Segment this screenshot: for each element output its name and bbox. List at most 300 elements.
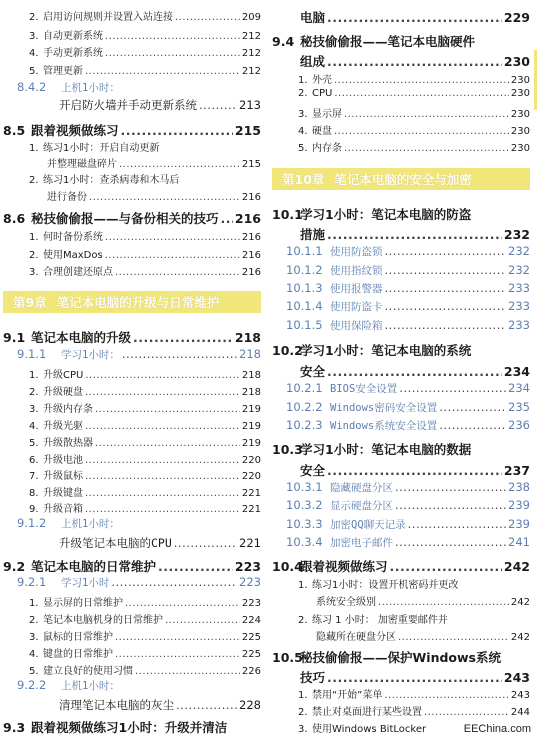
entry-number: 10.2.2 [286, 400, 323, 414]
toc-entry[interactable] [272, 381, 530, 397]
leader-dots [385, 299, 507, 313]
leader-dots [175, 12, 240, 23]
page-number: 233 [508, 318, 530, 332]
toc-entry[interactable] [3, 139, 261, 153]
entry-number: 9.4 [272, 34, 295, 49]
page-number: 232 [508, 244, 530, 258]
toc-entry[interactable] [3, 97, 261, 111]
entry-number: 1. [29, 232, 39, 243]
toc-entry[interactable] [3, 662, 261, 676]
entry-title: 建立良好的使用习惯 [43, 666, 133, 677]
entry-number: 4. [29, 421, 39, 432]
leader-dots [334, 88, 509, 99]
leader-dots [344, 143, 509, 154]
leader-dots [125, 598, 240, 609]
entry-title: 安全 [300, 364, 326, 379]
entry-number: 1. [29, 143, 39, 154]
toc-entry[interactable] [272, 628, 530, 642]
entry-title: Windows密码安全设置 [330, 402, 438, 414]
entry-number: 3. [298, 724, 308, 735]
leader-dots [85, 455, 240, 466]
entry-title: BIOS安全设置 [330, 383, 398, 395]
entry-title: 跟着视频做练习1小时：升级并清洁 [31, 720, 228, 735]
page-number: 218 [234, 330, 261, 345]
leader-dots [395, 480, 506, 494]
toc-entry[interactable] [272, 400, 530, 416]
entry-title: CPU [312, 88, 333, 99]
entry-title: 学习1小时：笔记本电脑的防盗 [300, 207, 472, 222]
leader-dots [115, 649, 240, 660]
toc-entry[interactable] [272, 576, 530, 590]
toc-entry[interactable] [272, 611, 530, 625]
toc-entry[interactable] [3, 718, 261, 736]
toc-entry[interactable] [3, 171, 261, 185]
leader-dots [133, 330, 233, 345]
leader-dots [439, 400, 506, 414]
entry-title: 练习 1 小时： 加密重要邮件并 [312, 615, 448, 626]
entry-number: 8.5 [3, 123, 26, 138]
leader-dots [135, 666, 240, 677]
entry-number: 9. [29, 504, 39, 515]
chapter-title: 笔记本电脑的安全与加密 [334, 172, 472, 187]
page-number: 221 [241, 488, 261, 499]
entry-title: 升级键盘 [43, 488, 83, 499]
entry-title: 何时备份系统 [43, 232, 103, 243]
page-number: 220 [241, 471, 261, 482]
toc-entry[interactable] [272, 32, 530, 50]
page-number: 212 [241, 66, 261, 77]
entry-number: 10.3 [272, 442, 303, 457]
chapter-banner [272, 168, 530, 190]
entry-number: 10.3.1 [286, 480, 323, 494]
entry-title: 外壳 [312, 75, 332, 86]
entry-title: 隐藏硬盘分区 [330, 482, 393, 494]
page-number: 239 [508, 498, 530, 512]
page-number: 225 [241, 649, 261, 660]
entry-title: 措施 [300, 227, 326, 242]
leader-dots [344, 109, 509, 120]
toc-entry[interactable] [272, 341, 530, 359]
entry-title: 学习1小时：笔记本电脑的数据 [300, 442, 472, 457]
page-number: 221 [239, 536, 261, 550]
leader-dots [174, 536, 237, 550]
entry-number: 3. [29, 267, 39, 278]
entry-title: 管理更新 [43, 66, 83, 77]
entry-title: 升级电池 [43, 455, 83, 466]
entry-number: 10.3.4 [286, 535, 323, 549]
page-number: 209 [241, 12, 261, 23]
entry-number: 2. [298, 615, 308, 626]
toc-entry[interactable] [272, 88, 530, 102]
page-number: 220 [241, 455, 261, 466]
entry-number: 10.3.2 [286, 498, 323, 512]
entry-number: 5. [29, 66, 39, 77]
page-number: 230 [510, 143, 530, 154]
entry-number: 2. [29, 175, 39, 186]
entry-title: 电脑 [300, 10, 326, 25]
page-number: 242 [510, 632, 530, 643]
leader-dots [327, 364, 502, 379]
entry-number: 9.1 [3, 330, 26, 345]
entry-title: 隐藏所在硬盘分区 [316, 632, 396, 643]
toc-entry[interactable] [272, 8, 530, 25]
toc-entry[interactable] [272, 225, 530, 242]
toc-entry[interactable] [3, 451, 261, 465]
leader-dots [95, 404, 240, 415]
page-number: 230 [510, 126, 530, 137]
leader-dots [327, 670, 502, 685]
entry-title: 合理创建还原点 [43, 267, 113, 278]
entry-number: 3. [29, 404, 39, 415]
entry-title: 禁用“开始”菜单 [312, 690, 383, 701]
entry-title: 使用防盗卡 [330, 301, 383, 313]
leader-dots [327, 10, 502, 25]
page-number: 230 [510, 75, 530, 86]
toc-entry[interactable] [272, 205, 530, 223]
toc-entry[interactable] [272, 686, 530, 700]
leader-dots [327, 54, 502, 69]
toc-entry[interactable] [3, 500, 261, 514]
page-number: 219 [241, 404, 261, 415]
toc-entry[interactable] [3, 611, 261, 625]
entry-number: 1. [298, 690, 308, 701]
leader-dots [439, 418, 506, 432]
page-number: 239 [508, 517, 530, 531]
entry-title: 显示屏的日常维护 [43, 598, 123, 609]
entry-title: 加密电子邮件 [330, 537, 393, 549]
entry-title: 手动更新系统 [43, 48, 103, 59]
toc-entry[interactable] [3, 678, 261, 694]
toc-entry[interactable] [272, 557, 530, 575]
entry-title: 加密QQ聊天记录 [330, 519, 406, 531]
page-number: 230 [510, 109, 530, 120]
toc-entry[interactable] [272, 71, 530, 85]
entry-number: 2. [29, 615, 39, 626]
chapter-number: 第9章 [13, 295, 47, 310]
leader-dots [199, 98, 237, 112]
toc-entry[interactable] [272, 593, 530, 607]
entry-title: 练习1小时：查杀病毒和木马后 [43, 175, 180, 186]
entry-number: 9.3 [3, 720, 26, 735]
leader-dots [121, 123, 233, 138]
leader-dots [119, 159, 240, 170]
toc-entry[interactable] [3, 467, 261, 481]
entry-number: 3. [29, 31, 39, 42]
toc-entry[interactable] [3, 62, 261, 76]
page-number: 216 [241, 250, 261, 261]
toc-entry[interactable] [3, 44, 261, 58]
entry-title: 使用防盗锁 [330, 246, 383, 258]
toc-entry[interactable] [3, 209, 261, 227]
leader-dots [384, 690, 509, 701]
entry-title: 学习1小时：笔记本电脑的系统 [300, 343, 472, 358]
toc-entry[interactable] [3, 8, 261, 22]
page-number: 224 [241, 615, 261, 626]
entry-title: 秘技偷偷报——保护Windows系统 [300, 650, 501, 665]
page-number: 236 [508, 418, 530, 432]
toc-entry[interactable] [272, 362, 530, 379]
leader-dots [105, 48, 240, 59]
toc-entry[interactable] [272, 105, 530, 119]
toc-entry[interactable] [3, 383, 261, 397]
leader-dots [85, 488, 240, 499]
leader-dots [85, 387, 240, 398]
entry-title: 秘技偷偷报——与备份相关的技巧 [31, 211, 219, 226]
entry-title: 学习1小时： [61, 349, 120, 361]
toc-entry[interactable] [272, 461, 530, 478]
entry-number: 10.1.4 [286, 299, 323, 313]
page-number: 226 [241, 666, 261, 677]
entry-number: 5. [29, 666, 39, 677]
entry-title: 进行备份 [47, 192, 87, 203]
entry-title: 升级光驱 [43, 421, 83, 432]
toc-entry[interactable] [272, 498, 530, 514]
leader-dots [105, 250, 240, 261]
page-number: 215 [241, 159, 261, 170]
toc-entry[interactable] [3, 535, 261, 549]
entry-number: 10.1.5 [286, 318, 323, 332]
entry-title: 笔记本电脑的升级 [31, 330, 132, 345]
entry-title: 升级笔记本电脑的CPU [59, 536, 172, 550]
leader-dots [385, 244, 507, 258]
page-number: 233 [508, 281, 530, 295]
toc-entry[interactable] [3, 400, 261, 414]
entry-title: 使用Windows BitLocker [312, 724, 427, 735]
entry-title: 升级音箱 [43, 504, 83, 515]
toc-entry[interactable] [3, 645, 261, 659]
entry-title: 使用指纹锁 [330, 265, 383, 277]
entry-title: 并整理磁盘碎片 [47, 159, 117, 170]
entry-title: 升级硬盘 [43, 387, 83, 398]
entry-title: 上机1小时： [61, 82, 120, 94]
page-number: 216 [241, 267, 261, 278]
entry-title: 升级散热器 [43, 438, 93, 449]
page-number: 242 [503, 559, 530, 574]
entry-title: 升级CPU [43, 370, 84, 381]
leader-dots [115, 267, 240, 278]
leader-dots [385, 318, 507, 332]
toc-entry[interactable] [272, 122, 530, 136]
leader-dots [89, 192, 240, 203]
page-number: 234 [508, 381, 530, 395]
toc-entry[interactable] [3, 594, 261, 608]
page-number: 216 [234, 211, 261, 226]
page-number: 212 [241, 31, 261, 42]
toc-entry[interactable] [272, 703, 530, 717]
toc-entry[interactable] [3, 366, 261, 380]
page-number: 213 [239, 98, 261, 112]
leader-dots [115, 632, 240, 643]
toc-entry[interactable] [3, 228, 261, 242]
entry-title: 自动更新系统 [43, 31, 103, 42]
entry-number: 8.4.2 [17, 80, 47, 94]
entry-title: 笔记本电脑的日常维护 [31, 559, 157, 574]
toc-entry[interactable] [272, 418, 530, 434]
entry-number: 10.4 [272, 559, 303, 574]
toc-entry[interactable] [3, 188, 261, 202]
toc-entry[interactable] [272, 263, 530, 279]
leader-dots [385, 263, 507, 277]
toc-entry[interactable] [272, 281, 530, 297]
entry-number: 3. [298, 109, 308, 120]
toc-entry[interactable] [3, 121, 261, 139]
entry-title: 升级内存条 [43, 404, 93, 415]
entry-number: 1. [29, 370, 39, 381]
entry-title: 升级鼠标 [43, 471, 83, 482]
page-number: 230 [503, 54, 530, 69]
entry-number: 9.2.2 [17, 678, 47, 692]
toc-entry[interactable] [3, 27, 261, 41]
leader-dots [398, 632, 509, 643]
entry-number: 9.2 [3, 559, 26, 574]
page-number: 241 [508, 535, 530, 549]
toc-entry[interactable] [272, 668, 530, 685]
entry-number: 2. [29, 250, 39, 261]
entry-title: 开启防火墙并手动更新系统 [59, 98, 197, 112]
entry-title: Windows系统安全设置 [330, 420, 438, 432]
page-number: 235 [508, 400, 530, 414]
entry-number: 10.1.1 [286, 244, 323, 258]
entry-number: 8.6 [3, 211, 26, 226]
page-number: 238 [508, 480, 530, 494]
entry-title: 使用MaxDos [43, 250, 103, 261]
page-number: 216 [241, 232, 261, 243]
entry-number: 10.2.3 [286, 418, 323, 432]
page-number: 215 [234, 123, 261, 138]
toc-entry[interactable] [272, 648, 530, 666]
entry-title: 键盘的日常维护 [43, 649, 113, 660]
page-number: 223 [241, 598, 261, 609]
entry-number: 10.1 [272, 207, 303, 222]
entry-number: 6. [29, 455, 39, 466]
leader-dots [105, 232, 240, 243]
leader-dots [385, 281, 507, 295]
entry-number: 9.2.1 [17, 575, 47, 589]
entry-number: 8. [29, 488, 39, 499]
leader-dots [408, 517, 506, 531]
toc-entry[interactable] [3, 697, 261, 711]
toc-entry[interactable] [272, 139, 530, 153]
page-number: 243 [510, 690, 530, 701]
page-number: 229 [503, 10, 530, 25]
leader-dots [395, 498, 506, 512]
entry-title: 使用保险箱 [330, 320, 383, 332]
entry-number: 9.1.1 [17, 347, 47, 361]
toc-entry[interactable] [3, 263, 261, 277]
entry-title: 学习1小时 [61, 577, 110, 589]
chapter-title: 笔记本电脑的升级与日常维护 [56, 295, 220, 310]
chapter-number: 第10章 [282, 172, 325, 187]
toc-entry[interactable] [272, 517, 530, 533]
page-number: 232 [508, 263, 530, 277]
toc-entry[interactable] [3, 575, 261, 591]
page-number: 218 [241, 387, 261, 398]
entry-title: 使用报警器 [330, 283, 383, 295]
toc-entry[interactable] [3, 484, 261, 498]
leader-dots [165, 615, 240, 626]
leader-dots [111, 575, 237, 589]
toc-entry[interactable] [272, 299, 530, 315]
leader-dots [85, 66, 240, 77]
toc-entry[interactable] [272, 480, 530, 496]
entry-title: 练习1小时：开启自动更新 [43, 143, 160, 154]
entry-title: 上机1小时： [61, 680, 120, 692]
toc-entry[interactable] [272, 535, 530, 551]
entry-number: 2. [29, 12, 39, 23]
entry-number: 2. [298, 88, 308, 99]
leader-dots [85, 421, 240, 432]
toc-entry[interactable] [272, 52, 530, 69]
watermark: EEChina.com [463, 723, 531, 735]
toc-entry[interactable] [272, 244, 530, 260]
toc-entry[interactable] [3, 347, 261, 363]
leader-dots [122, 347, 237, 361]
leader-dots [95, 438, 240, 449]
page-number: 221 [241, 504, 261, 515]
entry-number: 4. [29, 649, 39, 660]
entry-title: 启用访问规则并设置入站连接 [43, 12, 173, 23]
toc-entry[interactable] [3, 628, 261, 642]
entry-number: 10.2 [272, 343, 303, 358]
toc-entry[interactable] [3, 328, 261, 346]
page-number: 225 [241, 632, 261, 643]
entry-number: 5. [298, 143, 308, 154]
page-number: 228 [239, 698, 261, 712]
toc-entry[interactable] [272, 318, 530, 334]
toc-entry[interactable] [3, 246, 261, 260]
page-number: 242 [510, 597, 530, 608]
entry-title: 显示屏 [312, 109, 342, 120]
entry-title: 内存条 [312, 143, 342, 154]
leader-dots [221, 211, 233, 226]
leader-dots [424, 707, 509, 718]
toc-entry[interactable] [3, 557, 261, 575]
page-number: 216 [241, 192, 261, 203]
entry-number: 1. [29, 598, 39, 609]
entry-title: 跟着视频做练习 [31, 123, 119, 138]
entry-number: 4. [29, 48, 39, 59]
toc-entry[interactable] [3, 80, 261, 96]
toc-entry[interactable] [3, 155, 261, 169]
toc-entry[interactable] [3, 434, 261, 448]
entry-number: 9.1.2 [17, 516, 47, 530]
leader-dots [378, 597, 509, 608]
page-number: 212 [241, 48, 261, 59]
leader-dots [390, 559, 502, 574]
entry-number: 10.1.2 [286, 263, 323, 277]
entry-number: 10.1.3 [286, 281, 323, 295]
leader-dots [176, 698, 237, 712]
leader-dots [327, 463, 502, 478]
page-number: 223 [239, 575, 261, 589]
entry-number: 2. [29, 387, 39, 398]
entry-number: 2. [298, 707, 308, 718]
leader-dots [85, 370, 240, 381]
toc-entry[interactable] [3, 417, 261, 431]
page-number: 219 [241, 421, 261, 432]
page-number: 218 [239, 347, 261, 361]
entry-title: 技巧 [300, 670, 326, 685]
entry-title: 安全 [300, 463, 326, 478]
page-number: 233 [508, 299, 530, 313]
entry-title: 练习1小时：设置开机密码并更改 [312, 580, 459, 591]
toc-entry[interactable] [3, 516, 261, 532]
chapter-banner [3, 291, 261, 313]
entry-title: 秘技偷偷报——笔记本电脑硬件 [300, 34, 476, 49]
leader-dots [395, 535, 506, 549]
entry-number: 1. [298, 75, 308, 86]
toc-entry[interactable] [272, 440, 530, 458]
